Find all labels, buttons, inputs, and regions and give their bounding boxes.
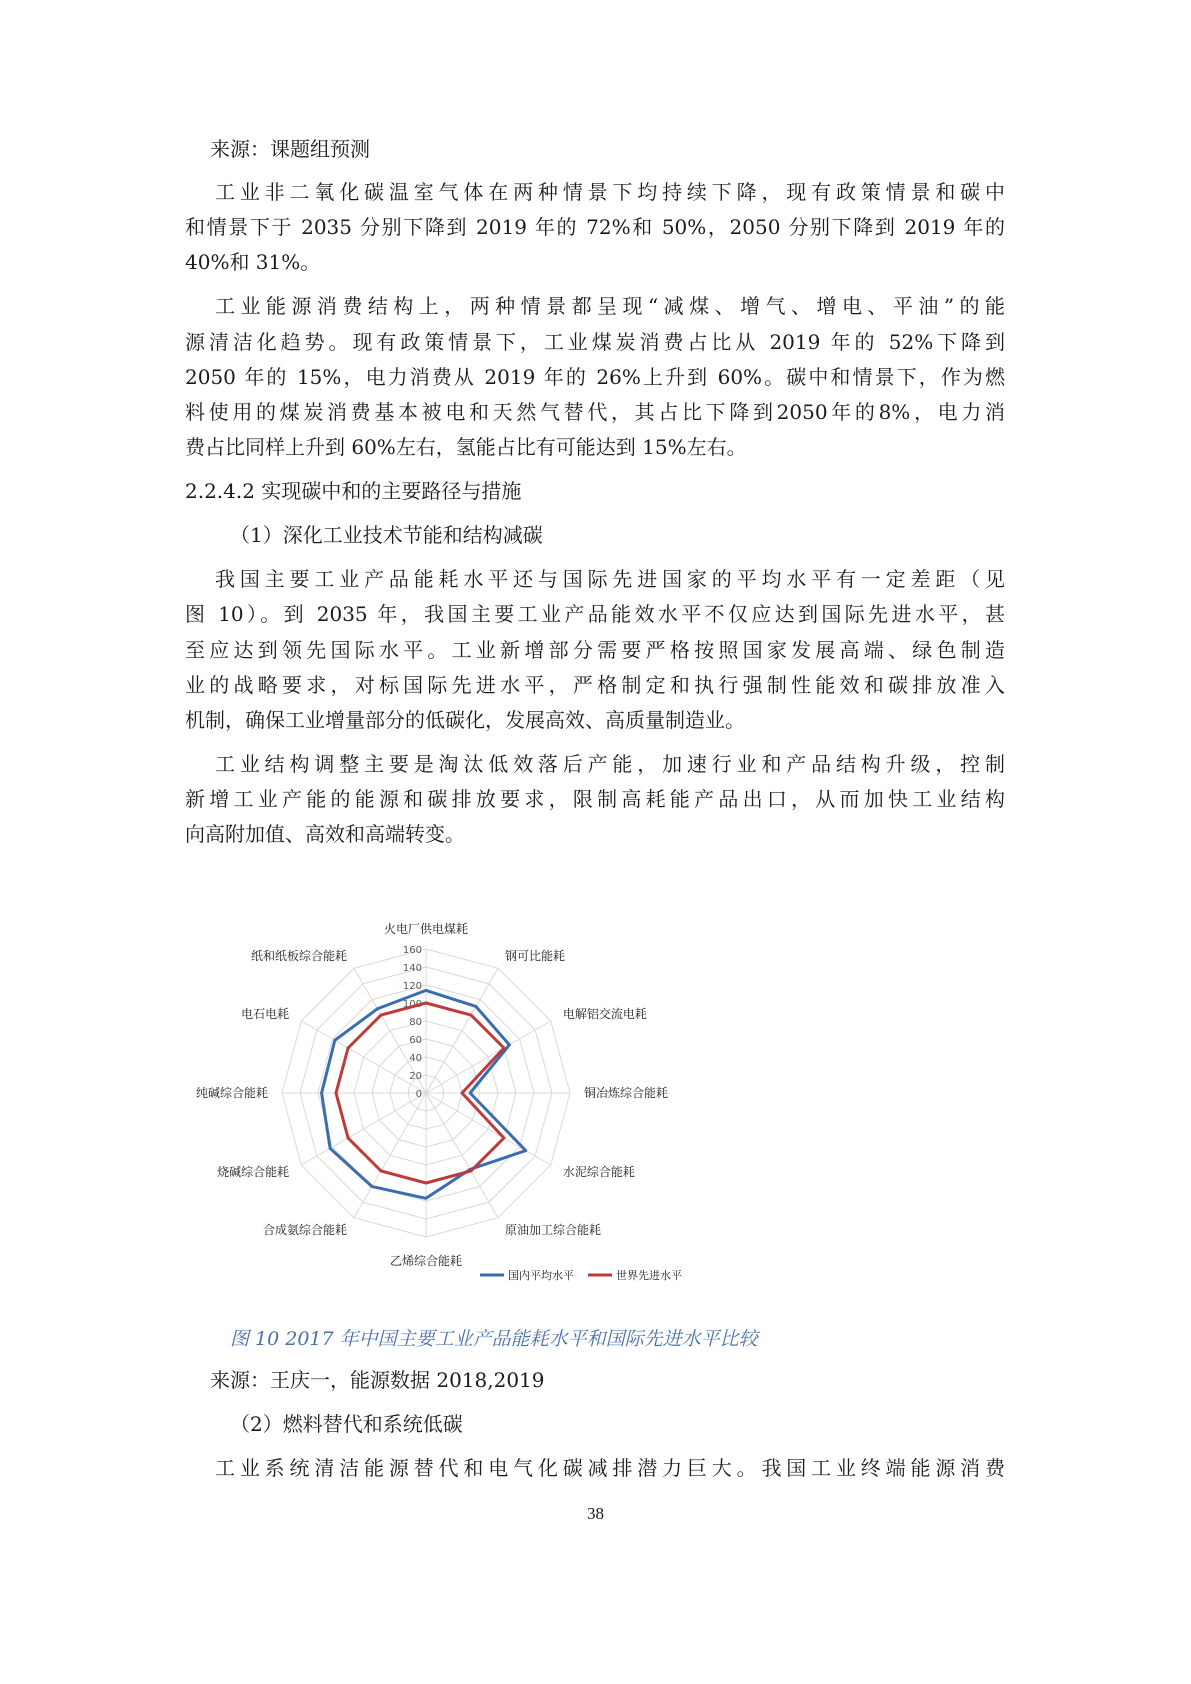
tick-label: 0 bbox=[415, 1089, 422, 1100]
paragraph-line: 业的战略要求，对标国际先进水平，严格制定和执行强制性能效和碳排放准入 bbox=[185, 673, 1005, 697]
tick-label: 100 bbox=[402, 999, 422, 1010]
legend-label: 国内平均水平 bbox=[508, 1269, 574, 1282]
page-number: 38 bbox=[587, 1504, 604, 1523]
tick-label: 140 bbox=[402, 963, 422, 974]
source-note-1: 来源：课题组预测 bbox=[210, 137, 370, 161]
tick-label: 80 bbox=[409, 1017, 422, 1028]
category-label: 水泥综合能耗 bbox=[562, 1165, 635, 1179]
legend-label: 世界先进水平 bbox=[616, 1269, 682, 1282]
subsection-heading-2: （2）燃料替代和系统低碳 bbox=[230, 1412, 463, 1436]
paragraph-line: 我国主要工业产品能耗水平还与国际先进国家的平均水平有一定差距（见 bbox=[215, 567, 1005, 591]
paragraph-line: 向高附加值、高效和高端转变。 bbox=[185, 822, 465, 846]
category-label: 钢可比能耗 bbox=[505, 949, 566, 964]
tick-label: 160 bbox=[402, 945, 422, 956]
tick-label: 20 bbox=[409, 1071, 422, 1082]
paragraph-line: 2050 年的 15%，电力消费从 2019 年的 26%上升到 60%。碳中和情景下，作为燃 bbox=[185, 365, 1005, 389]
source-note-2: 来源：王庆一，能源数据 2018,2019 bbox=[210, 1368, 545, 1392]
subsection-heading-1: （1）深化工业技术节能和结构减碳 bbox=[230, 523, 543, 547]
category-label: 电解铝交流电耗 bbox=[562, 1007, 647, 1021]
paragraph-line: 机制，确保工业增量部分的低碳化，发展高效、高质量制造业。 bbox=[185, 708, 745, 732]
paragraph-line: 图 10）。到 2035 年，我国主要工业产品能效水平不仅应达到国际先进水平，甚 bbox=[185, 602, 1005, 626]
paragraph-line: 工业系统清洁能源替代和电气化碳减排潜力巨大。我国工业终端能源消费 bbox=[215, 1456, 1005, 1480]
paragraph-line: 工业非二氧化碳温室气体在两种情景下均持续下降，现有政策情景和碳中 bbox=[215, 180, 1005, 204]
paragraph-line: 40%和 31%。 bbox=[185, 250, 321, 274]
paragraph-line: 至应达到领先国际水平。工业新增部分需要严格按照国家发展高端、绿色制造 bbox=[185, 638, 1005, 662]
section-heading: 2.2.4.2 实现碳中和的主要路径与措施 bbox=[185, 479, 522, 503]
paragraph-line: 费占比同样上升到 60%左右，氢能占比有可能达到 15%左右。 bbox=[185, 435, 747, 459]
paragraph-line: 工业结构调整主要是淘汰低效落后产能，加速行业和产品结构升级，控制 bbox=[215, 752, 1005, 776]
category-label: 烧碱综合能耗 bbox=[217, 1165, 290, 1179]
category-label: 铜冶炼综合能耗 bbox=[584, 1086, 669, 1100]
paragraph-line: 源清洁化趋势。现有政策情景下，工业煤炭消费占比从 2019 年的 52%下降到 bbox=[185, 330, 1005, 354]
category-label: 合成氨综合能耗 bbox=[262, 1222, 347, 1237]
tick-label: 40 bbox=[409, 1053, 422, 1064]
category-label: 电石电耗 bbox=[241, 1007, 290, 1021]
paragraph-line: 和情景下于 2035 分别下降到 2019 年的 72%和 50%，2050 分别下降到 2019 年的 bbox=[185, 215, 1005, 239]
category-label: 纸和纸板综合能耗 bbox=[250, 949, 347, 964]
tick-label: 60 bbox=[409, 1035, 422, 1046]
category-label: 纯碱综合能耗 bbox=[195, 1086, 268, 1100]
category-label: 原油加工综合能耗 bbox=[505, 1222, 602, 1237]
radar-chart bbox=[180, 922, 720, 1310]
figure-caption: 图 10 2017 年中国主要工业产品能耗水平和国际先进水平比较 bbox=[230, 1328, 758, 1350]
tick-label: 120 bbox=[402, 981, 422, 992]
category-label: 火电厂供电煤耗 bbox=[383, 922, 469, 936]
paragraph-line: 新增工业产能的能源和碳排放要求，限制高耗能产品出口，从而加快工业结构 bbox=[185, 787, 1005, 811]
paragraph-line: 料使用的煤炭消费基本被电和天然气替代，其占比下降到2050年的8%，电力消 bbox=[185, 400, 1005, 424]
category-label: 乙烯综合能耗 bbox=[389, 1254, 463, 1268]
paragraph-line: 工业能源消费结构上，两种情景都呈现“减煤、增气、增电、平油”的能 bbox=[215, 294, 1005, 318]
